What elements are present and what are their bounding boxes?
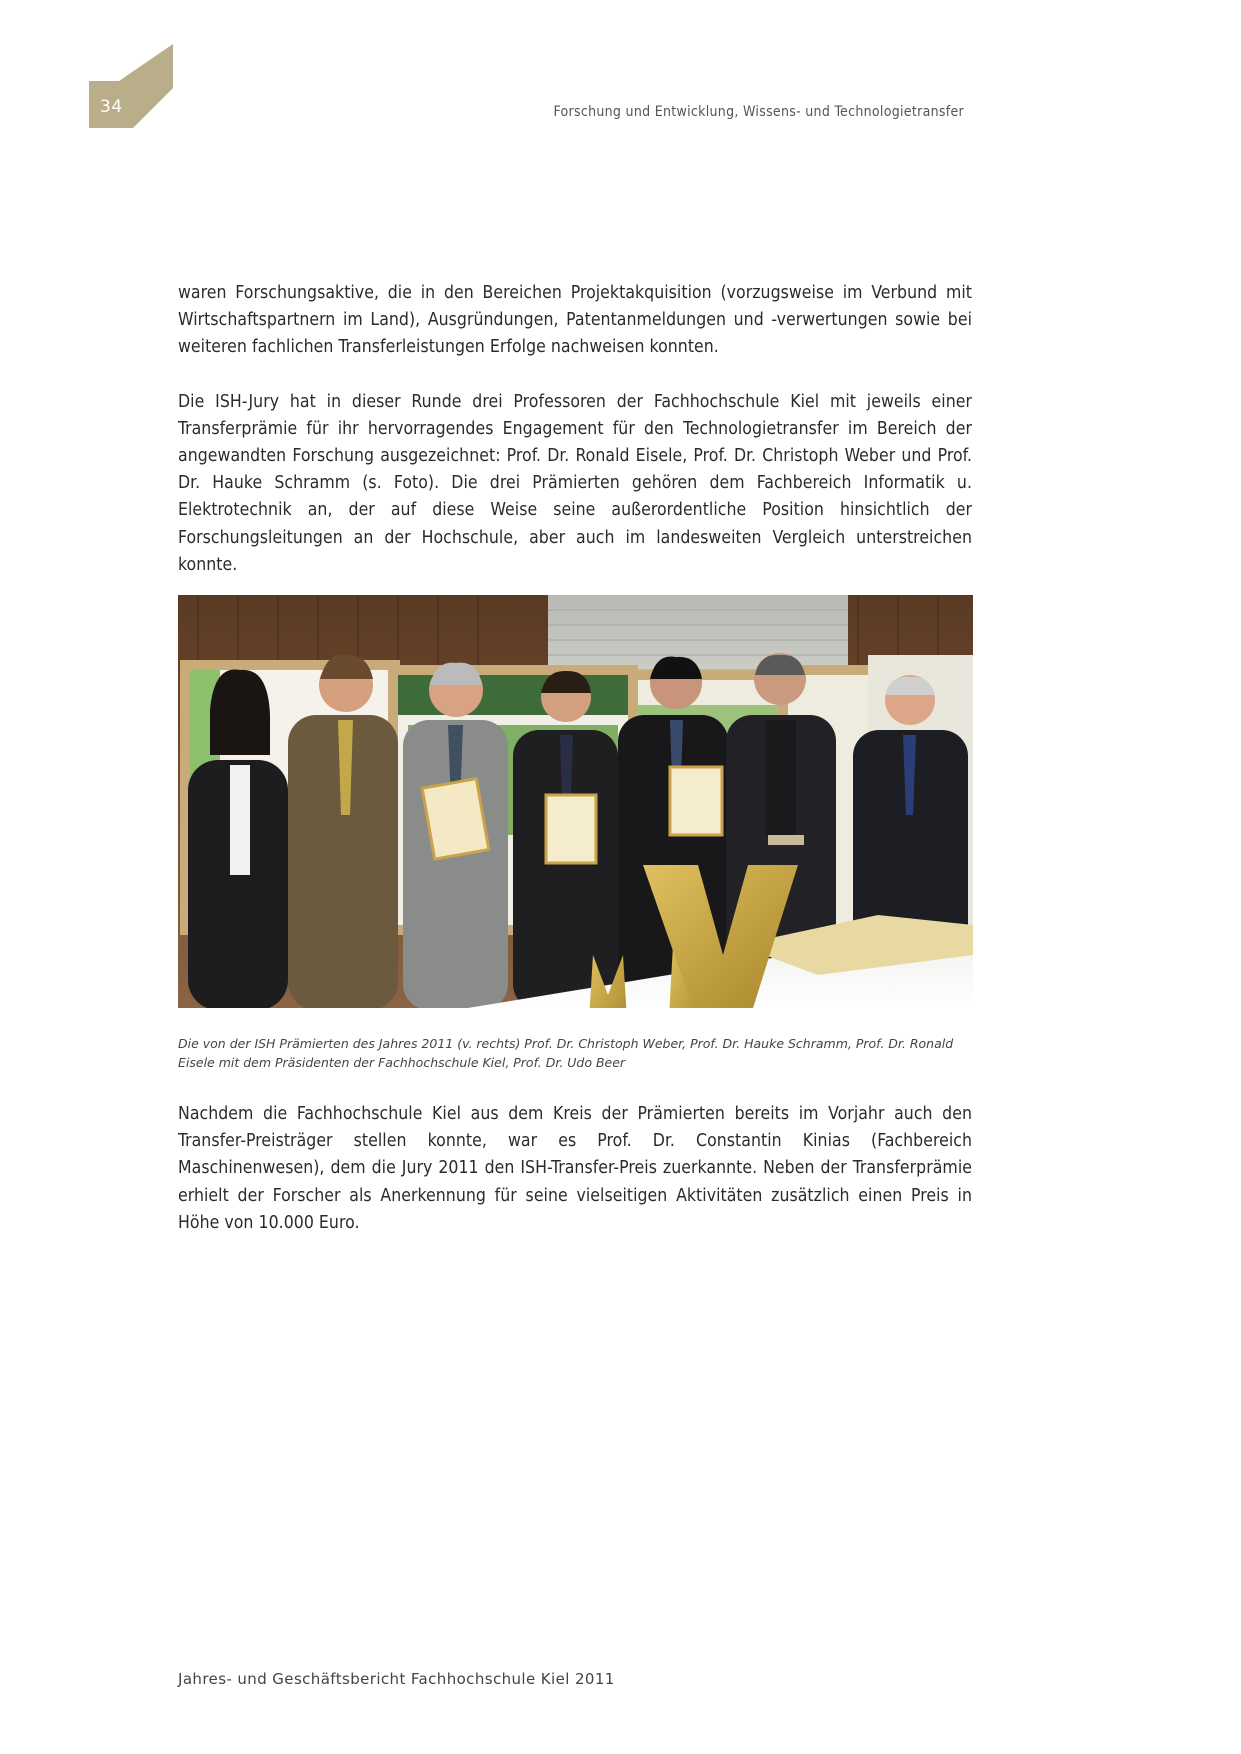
award-photo-illustration xyxy=(178,595,973,1008)
paragraph: waren Forschungsaktive, die in den Bereichen Projektakquisition (vorzugsweise im Verbund mit Wirtschaftspartnern im Land), Ausgründungen, Patentanmeldungen und -verwertungen sowie bei weiteren fachlichen Transferleistungen Erfolge nachweisen konnten. xyxy=(178,283,972,358)
running-header: Forschung und Entwicklung, Wissens- und Technologietransfer xyxy=(553,104,964,120)
photo-caption: Die von der ISH Prämierten des Jahres 2011 (v. rechts) Prof. Dr. Christoph Weber, Prof. Dr. Hauke Schramm, Prof. Dr. Ronald Eisele mit dem Präsidenten der Fachhochschule Kiel, Prof. Dr. Udo Beer xyxy=(178,1036,954,1070)
award-photo xyxy=(178,595,973,1008)
body-text xyxy=(178,280,972,579)
paragraph: Nachdem die Fachhochschule Kiel aus dem Kreis der Prämierten bereits im Vorjahr auch den Transfer-Preisträger stellen konnte, war es Prof. Dr. Constantin Kinias (Fachbereich Maschinenwesen), dem die Jury 2011 den ISH-Transfer-Preis zuerkannte. Neben der Transferprämie erhielt der Forscher als Anerkennung für seine vielseitigen Aktivitäten zusätzlich einen Preis in Höhe von 10.000 Euro. xyxy=(178,1104,972,1233)
page-number: 34 xyxy=(100,97,123,117)
page-footer: Jahres- und Geschäftsbericht Fachhochschule Kiel 2011 xyxy=(178,1670,615,1688)
paragraph: Die ISH-Jury hat in dieser Runde drei Professoren der Fachhochschule Kiel mit jeweils einer Transferprämie für ihr hervorragendes Engagement für den Technologietransfer im Bereich der angewandten Forschung ausgezeichnet: Prof. Dr. Ronald Eisele, Prof. Dr. Christoph Weber und Prof. Dr. Hauke Schramm (s. Foto). Die drei Prämierten gehören dem Fachbereich Informatik u. Elektrotechnik an, der auf diese Weise seine außerordentliche Position hinsichtlich der Forschungsleitungen an der Hochschule, aber auch im landesweiten Vergleich unterstreichen konnte. xyxy=(178,391,972,575)
body-text-continued xyxy=(178,1101,972,1237)
